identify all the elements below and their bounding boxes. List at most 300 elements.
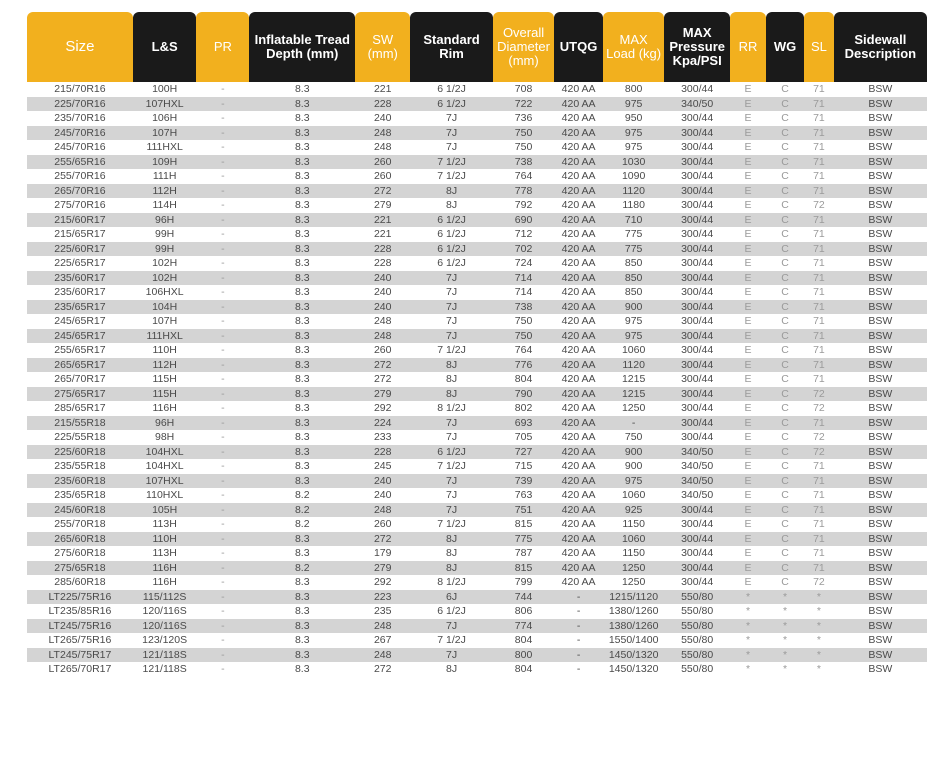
table-cell: BSW	[834, 227, 927, 242]
table-cell: 815	[493, 561, 554, 576]
table-row	[27, 430, 927, 445]
table-cell: E	[730, 97, 766, 112]
table-row	[27, 126, 927, 141]
table-cell: 8.3	[249, 242, 355, 257]
table-cell: 255/70R18	[27, 517, 133, 532]
table-cell: BSW	[834, 372, 927, 387]
table-cell: 736	[493, 111, 554, 126]
table-cell: BSW	[834, 546, 927, 561]
table-cell: 235	[355, 604, 410, 619]
table-cell: 420 AA	[554, 198, 603, 213]
table-row	[27, 256, 927, 271]
table-cell: 7J	[410, 300, 493, 315]
table-cell: 300/44	[664, 140, 730, 155]
table-cell: 806	[493, 604, 554, 619]
table-cell: 7 1/2J	[410, 343, 493, 358]
table-cell: C	[766, 474, 804, 489]
table-cell: 71	[804, 314, 834, 329]
table-cell: -	[196, 372, 249, 387]
table-cell: 71	[804, 213, 834, 228]
table-cell: 1250	[603, 575, 664, 590]
table-cell: 109H	[133, 155, 197, 170]
table-cell: 228	[355, 256, 410, 271]
table-cell: 7J	[410, 271, 493, 286]
table-cell: 850	[603, 271, 664, 286]
table-cell: C	[766, 387, 804, 402]
table-cell: 235/60R17	[27, 285, 133, 300]
table-cell: 7J	[410, 474, 493, 489]
table-cell: 121/118S	[133, 648, 197, 663]
table-cell: -	[196, 561, 249, 576]
table-cell: 8J	[410, 372, 493, 387]
table-cell: 420 AA	[554, 97, 603, 112]
table-cell: 228	[355, 242, 410, 257]
table-cell: 420 AA	[554, 372, 603, 387]
table-cell: 8.3	[249, 343, 355, 358]
table-cell: -	[196, 532, 249, 547]
table-cell: 775	[603, 242, 664, 257]
table-cell: 245/70R16	[27, 126, 133, 141]
table-cell: 113H	[133, 546, 197, 561]
table-row	[27, 300, 927, 315]
table-cell: 8J	[410, 546, 493, 561]
table-cell: 215/55R18	[27, 416, 133, 431]
table-cell: 8.2	[249, 503, 355, 518]
table-cell: LT265/75R16	[27, 633, 133, 648]
table-cell: 179	[355, 546, 410, 561]
table-cell: 6 1/2J	[410, 213, 493, 228]
table-cell: -	[196, 575, 249, 590]
table-cell: 764	[493, 343, 554, 358]
table-cell: 420 AA	[554, 242, 603, 257]
table-cell: 727	[493, 445, 554, 460]
table-cell: 1215	[603, 372, 664, 387]
table-cell: 300/44	[664, 343, 730, 358]
table-row	[27, 285, 927, 300]
table-row	[27, 372, 927, 387]
table-cell: 708	[493, 82, 554, 97]
table-cell: 272	[355, 372, 410, 387]
table-cell: 804	[493, 662, 554, 677]
table-cell: 420 AA	[554, 227, 603, 242]
table-cell: -	[196, 401, 249, 416]
table-cell: E	[730, 517, 766, 532]
table-cell: 300/44	[664, 169, 730, 184]
table-cell: BSW	[834, 430, 927, 445]
table-cell: 8.3	[249, 184, 355, 199]
table-cell: 751	[493, 503, 554, 518]
table-cell: *	[730, 633, 766, 648]
table-cell: 420 AA	[554, 300, 603, 315]
table-cell: 292	[355, 401, 410, 416]
table-cell: 7J	[410, 619, 493, 634]
table-cell: 1030	[603, 155, 664, 170]
table-cell: -	[196, 329, 249, 344]
table-cell: 240	[355, 111, 410, 126]
table-row	[27, 604, 927, 619]
table-cell: 8.3	[249, 648, 355, 663]
table-cell: 420 AA	[554, 329, 603, 344]
table-cell: 300/44	[664, 82, 730, 97]
table-cell: 215/65R17	[27, 227, 133, 242]
table-cell: -	[196, 256, 249, 271]
table-cell: C	[766, 503, 804, 518]
table-cell: 7 1/2J	[410, 633, 493, 648]
table-cell: 300/44	[664, 126, 730, 141]
table-cell: 107H	[133, 126, 197, 141]
table-cell: C	[766, 575, 804, 590]
table-cell: 102H	[133, 271, 197, 286]
table-cell: 420 AA	[554, 517, 603, 532]
table-cell: 300/44	[664, 575, 730, 590]
table-cell: 115/112S	[133, 590, 197, 605]
table-cell: E	[730, 300, 766, 315]
table-cell: BSW	[834, 213, 927, 228]
table-cell: -	[554, 633, 603, 648]
table-cell: E	[730, 256, 766, 271]
table-cell: 300/44	[664, 387, 730, 402]
table-cell: 8.3	[249, 169, 355, 184]
table-cell: -	[554, 590, 603, 605]
table-cell: 714	[493, 285, 554, 300]
table-cell: 255/65R16	[27, 155, 133, 170]
table-cell: 272	[355, 358, 410, 373]
table-cell: 71	[804, 416, 834, 431]
table-cell: *	[804, 590, 834, 605]
table-cell: 300/44	[664, 358, 730, 373]
table-cell: BSW	[834, 329, 927, 344]
table-cell: 738	[493, 300, 554, 315]
table-cell: 7J	[410, 503, 493, 518]
table-cell: 96H	[133, 416, 197, 431]
table-cell: *	[730, 619, 766, 634]
table-cell: C	[766, 184, 804, 199]
table-cell: 265/70R17	[27, 372, 133, 387]
table-cell: 715	[493, 459, 554, 474]
table-cell: 112H	[133, 358, 197, 373]
table-cell: 778	[493, 184, 554, 199]
table-cell: 900	[603, 300, 664, 315]
table-cell: 1150	[603, 517, 664, 532]
table-cell: 104HXL	[133, 459, 197, 474]
table-cell: -	[554, 619, 603, 634]
table-cell: 120/116S	[133, 619, 197, 634]
table-cell: 420 AA	[554, 561, 603, 576]
table-cell: 420 AA	[554, 111, 603, 126]
table-cell: C	[766, 532, 804, 547]
table-cell: 8.3	[249, 445, 355, 460]
table-row	[27, 633, 927, 648]
table-cell: 71	[804, 358, 834, 373]
table-cell: C	[766, 213, 804, 228]
table-cell: 71	[804, 459, 834, 474]
table-cell: 300/44	[664, 227, 730, 242]
table-cell: BSW	[834, 590, 927, 605]
table-cell: C	[766, 416, 804, 431]
table-row	[27, 82, 927, 97]
table-cell: 300/44	[664, 532, 730, 547]
table-cell: 1215/1120	[603, 590, 664, 605]
table-cell: -	[554, 662, 603, 677]
table-cell: 1550/1400	[603, 633, 664, 648]
table-cell: E	[730, 198, 766, 213]
table-cell: 975	[603, 474, 664, 489]
table-cell: 285/65R17	[27, 401, 133, 416]
table-cell: 8.3	[249, 285, 355, 300]
table-cell: E	[730, 184, 766, 199]
table-cell: 71	[804, 285, 834, 300]
table-cell: 96H	[133, 213, 197, 228]
table-cell: -	[196, 140, 249, 155]
table-cell: 8.3	[249, 97, 355, 112]
table-cell: BSW	[834, 575, 927, 590]
table-cell: 8.3	[249, 662, 355, 677]
table-cell: LT225/75R16	[27, 590, 133, 605]
table-cell: 975	[603, 140, 664, 155]
table-cell: 420 AA	[554, 546, 603, 561]
table-cell: 300/44	[664, 111, 730, 126]
table-cell: BSW	[834, 662, 927, 677]
table-cell: 8.3	[249, 256, 355, 271]
table-cell: 764	[493, 169, 554, 184]
table-cell: 1060	[603, 532, 664, 547]
table-cell: 107HXL	[133, 97, 197, 112]
table-cell: -	[196, 271, 249, 286]
table-cell: 221	[355, 213, 410, 228]
table-cell: 71	[804, 329, 834, 344]
table-cell: 420 AA	[554, 387, 603, 402]
table-cell: 71	[804, 532, 834, 547]
table-cell: C	[766, 126, 804, 141]
table-cell: 8J	[410, 198, 493, 213]
table-row	[27, 401, 927, 416]
table-cell: 245/65R17	[27, 329, 133, 344]
table-cell: -	[196, 213, 249, 228]
table-cell: 71	[804, 546, 834, 561]
table-cell: E	[730, 546, 766, 561]
table-cell: BSW	[834, 314, 927, 329]
table-cell: 248	[355, 140, 410, 155]
table-cell: E	[730, 503, 766, 518]
header-row	[27, 12, 927, 82]
table-body	[27, 82, 927, 677]
table-cell: E	[730, 532, 766, 547]
table-cell: 300/44	[664, 184, 730, 199]
table-cell: 115H	[133, 387, 197, 402]
table-cell: 420 AA	[554, 285, 603, 300]
table-cell: -	[196, 155, 249, 170]
table-cell: 267	[355, 633, 410, 648]
table-cell: 7 1/2J	[410, 517, 493, 532]
table-cell: 245/65R17	[27, 314, 133, 329]
table-cell: 6 1/2J	[410, 227, 493, 242]
table-cell: 7J	[410, 488, 493, 503]
table-cell: 260	[355, 517, 410, 532]
table-cell: E	[730, 416, 766, 431]
table-cell: E	[730, 169, 766, 184]
table-cell: 550/80	[664, 590, 730, 605]
table-cell: 6 1/2J	[410, 242, 493, 257]
table-cell: 800	[493, 648, 554, 663]
table-cell: 340/50	[664, 474, 730, 489]
table-cell: C	[766, 169, 804, 184]
table-cell: 420 AA	[554, 256, 603, 271]
table-cell: 235/70R16	[27, 111, 133, 126]
table-cell: -	[196, 488, 249, 503]
table-cell: -	[196, 416, 249, 431]
table-cell: 71	[804, 126, 834, 141]
header-section-width: SW (mm)	[355, 12, 410, 82]
tire-spec-table	[27, 12, 927, 677]
table-cell: E	[730, 474, 766, 489]
table-cell: 799	[493, 575, 554, 590]
table-cell: -	[196, 358, 249, 373]
table-row	[27, 140, 927, 155]
table-cell: 750	[493, 329, 554, 344]
table-row	[27, 169, 927, 184]
table-cell: BSW	[834, 648, 927, 663]
table-cell: 8.3	[249, 619, 355, 634]
table-cell: 900	[603, 445, 664, 460]
table-cell: 804	[493, 633, 554, 648]
table-cell: -	[196, 227, 249, 242]
table-cell: -	[196, 648, 249, 663]
table-cell: 1120	[603, 184, 664, 199]
table-cell: BSW	[834, 82, 927, 97]
table-cell: 792	[493, 198, 554, 213]
header-max-load: MAX Load (kg)	[603, 12, 664, 82]
table-cell: 300/44	[664, 314, 730, 329]
table-cell: 420 AA	[554, 358, 603, 373]
table-cell: 340/50	[664, 445, 730, 460]
table-cell: *	[766, 590, 804, 605]
table-cell: 744	[493, 590, 554, 605]
table-cell: BSW	[834, 445, 927, 460]
table-cell: 300/44	[664, 401, 730, 416]
table-cell: BSW	[834, 416, 927, 431]
table-cell: 787	[493, 546, 554, 561]
table-cell: 774	[493, 619, 554, 634]
table-cell: 8.3	[249, 372, 355, 387]
table-cell: 712	[493, 227, 554, 242]
table-cell: 272	[355, 662, 410, 677]
table-cell: *	[804, 648, 834, 663]
table-cell: BSW	[834, 256, 927, 271]
table-cell: 225/65R17	[27, 256, 133, 271]
table-cell: 272	[355, 532, 410, 547]
table-cell: 221	[355, 227, 410, 242]
table-cell: 420 AA	[554, 532, 603, 547]
table-cell: 1380/1260	[603, 604, 664, 619]
table-row	[27, 488, 927, 503]
table-cell: 248	[355, 619, 410, 634]
table-cell: E	[730, 401, 766, 416]
table-row	[27, 97, 927, 112]
table-cell: 420 AA	[554, 82, 603, 97]
table-cell: 900	[603, 459, 664, 474]
table-cell: 1120	[603, 358, 664, 373]
table-cell: 116H	[133, 401, 197, 416]
table-cell: 98H	[133, 430, 197, 445]
table-cell: 300/44	[664, 372, 730, 387]
table-cell: 739	[493, 474, 554, 489]
table-cell: 71	[804, 256, 834, 271]
table-cell: 100H	[133, 82, 197, 97]
table-row	[27, 662, 927, 677]
table-cell: 8.3	[249, 387, 355, 402]
table-cell: 255/65R17	[27, 343, 133, 358]
header-rr: RR	[730, 12, 766, 82]
table-cell: 8.2	[249, 561, 355, 576]
table-cell: E	[730, 285, 766, 300]
table-cell: C	[766, 372, 804, 387]
table-cell: 71	[804, 343, 834, 358]
table-cell: 925	[603, 503, 664, 518]
table-cell: 6J	[410, 590, 493, 605]
table-cell: BSW	[834, 401, 927, 416]
table-row	[27, 619, 927, 634]
table-cell: 71	[804, 503, 834, 518]
table-cell: 300/44	[664, 256, 730, 271]
table-cell: 763	[493, 488, 554, 503]
table-cell: 8.3	[249, 401, 355, 416]
table-cell: 235/65R17	[27, 300, 133, 315]
table-cell: 71	[804, 474, 834, 489]
table-cell: 420 AA	[554, 271, 603, 286]
table-cell: 71	[804, 184, 834, 199]
table-cell: 722	[493, 97, 554, 112]
table-cell: C	[766, 82, 804, 97]
table-cell: 300/44	[664, 300, 730, 315]
table-cell: BSW	[834, 300, 927, 315]
table-cell: E	[730, 82, 766, 97]
header-utqg: UTQG	[554, 12, 603, 82]
table-cell: E	[730, 459, 766, 474]
table-cell: 975	[603, 126, 664, 141]
table-cell: 111H	[133, 169, 197, 184]
table-cell: *	[730, 662, 766, 677]
table-cell: BSW	[834, 387, 927, 402]
table-cell: 8.3	[249, 430, 355, 445]
table-cell: 300/44	[664, 271, 730, 286]
table-cell: C	[766, 285, 804, 300]
table-header	[27, 12, 927, 82]
table-cell: 8.3	[249, 546, 355, 561]
table-cell: E	[730, 227, 766, 242]
table-cell: BSW	[834, 242, 927, 257]
table-cell: E	[730, 387, 766, 402]
table-row	[27, 198, 927, 213]
table-cell: C	[766, 343, 804, 358]
table-cell: 8J	[410, 561, 493, 576]
table-cell: 72	[804, 387, 834, 402]
table-cell: C	[766, 517, 804, 532]
table-cell: 107HXL	[133, 474, 197, 489]
table-cell: 420 AA	[554, 126, 603, 141]
table-cell: 248	[355, 314, 410, 329]
table-cell: 102H	[133, 256, 197, 271]
table-row	[27, 242, 927, 257]
table-cell: E	[730, 111, 766, 126]
table-cell: C	[766, 401, 804, 416]
table-cell: -	[196, 633, 249, 648]
table-cell: BSW	[834, 358, 927, 373]
table-row	[27, 387, 927, 402]
table-cell: 260	[355, 155, 410, 170]
table-cell: 123/120S	[133, 633, 197, 648]
table-cell: C	[766, 358, 804, 373]
table-cell: 300/44	[664, 155, 730, 170]
